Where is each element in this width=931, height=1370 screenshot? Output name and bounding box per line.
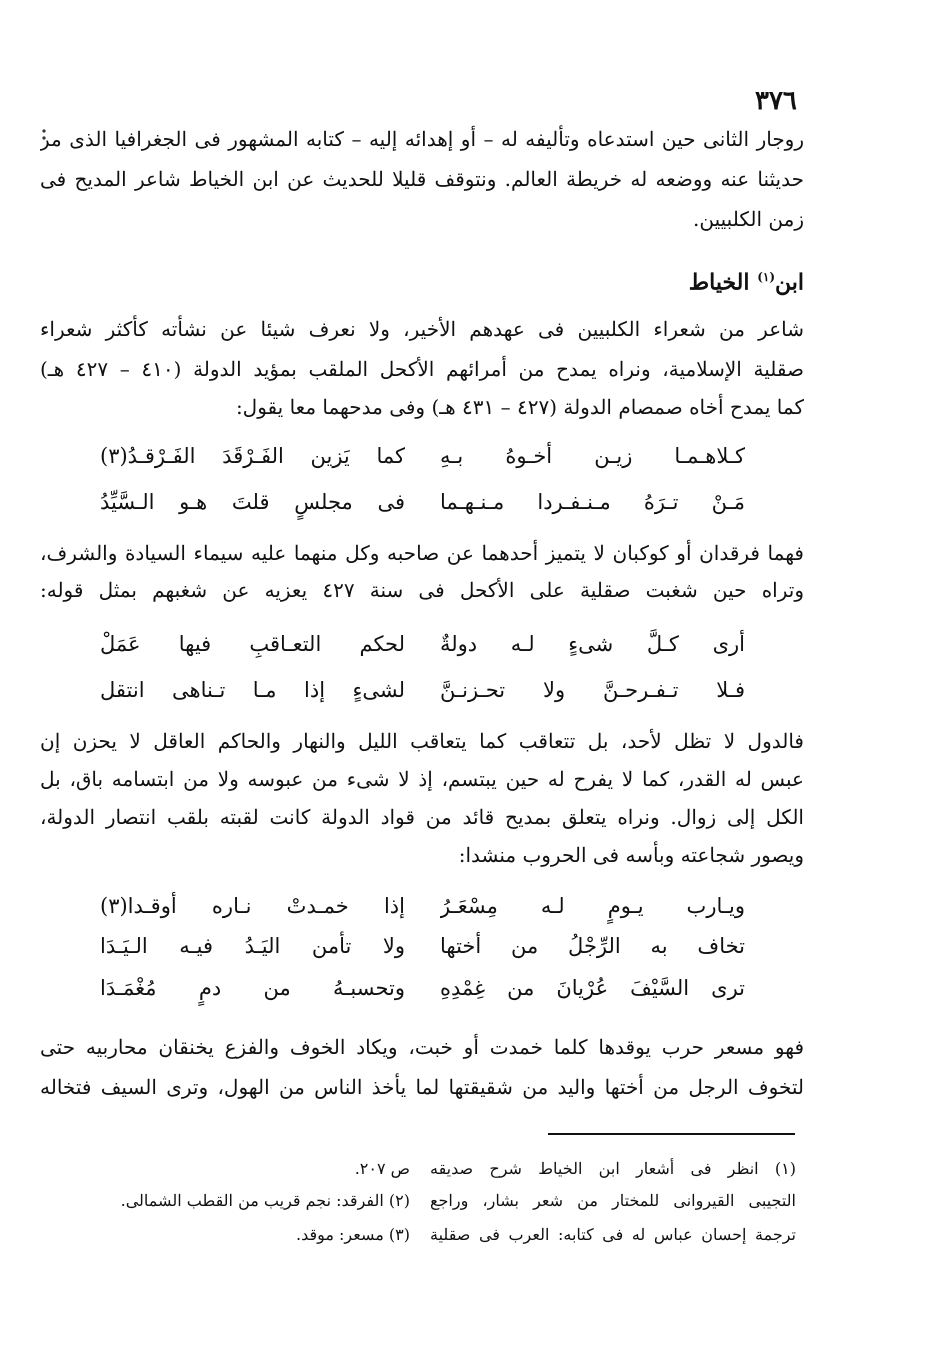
verse-hemistich-second: فى مجلسٍ قلتَ هـو الـسَّيِّدُ — [100, 490, 405, 514]
intro-line: حديثنا عنه ووضعه له خريطة العالم. ونتوقف قليلا للحديث عن ابن الخياط شاعر المديح فى — [40, 167, 804, 191]
verse-hemistich-second: لشىءٍ إذا مـا تـناهى انتقل — [100, 678, 405, 702]
intro-line: روجار الثانى حين استدعاه وتأليفه له – أو إهدائه إليه – كتابه المشهور فى الجغرافيا الذى مر — [40, 127, 804, 151]
verse-hemistich-second: وتحسبـهُ من دمٍ مُغْمَـدَا — [100, 976, 405, 1000]
footnote-1-line: التجيبى القيروانى للمختار من شعر بشار، وراجع — [430, 1191, 796, 1210]
footnote-2: (٢) الفرقد: نجم قريب من القطب الشمالى. — [120, 1191, 410, 1210]
verse — [100, 626, 745, 662]
verse-hemistich-first: ترى السَّيْفَ عُرْيانَ من غِمْدِهِ — [440, 976, 745, 1000]
verse-hemistich-first: ويـارب يـومٍ لـه مِسْعَـرُ — [440, 894, 745, 918]
footnote-1-line: ترجمة إحسان عباس له فى كتابه: العرب فى صقلية — [430, 1225, 796, 1244]
paragraph-line: ويصور شجاعته وبأسه فى الحروب منشدا: — [458, 843, 804, 867]
paragraph-line: صقلية الإسلامية، ونراه يمدح من أمرائهم الأكحل الملقب بمؤيد الدولة (٤١٠ – ٤٢٧ هـ) — [40, 357, 804, 381]
footnote-ref: (١) — [757, 270, 776, 284]
verse-hemistich-second: إذا خمـدتْ نـاره أوقـدا(٣) — [100, 894, 405, 918]
verse-hemistich-second: لحكم التعـاقبِ فيها عَمَلْ — [100, 632, 405, 656]
verse-hemistich-first: أرى كـلَّ شىءٍ لـه دولةٌ — [440, 632, 745, 656]
paragraph-line: الكل إلى زوال. ونراه يتعلق بمديح قائد من قواد الدولة كانت لقبته بلقب انتصار الدولة، — [40, 805, 804, 829]
page-number: ٣٧٦ — [755, 86, 797, 116]
footnote-1-page: ص ٢٠٧. — [354, 1159, 410, 1178]
verse-hemistich-first: مَـنْ تـرَهُ مـنـفـردا مـنـهـما — [440, 490, 745, 514]
paragraph-line: فهو مسعر حرب يوقدها كلما خمدت أو خبت، ويكاد الخوف والفزع يخنقان محاربيه حتى — [40, 1035, 804, 1059]
paragraph-line: لتخوف الرجل من أختها واليد من شقيقتها لما يأخذ الناس من الهول، وترى السيف فتخاله — [40, 1075, 804, 1099]
verse — [100, 928, 745, 964]
footnote-1-line: (١) انظر فى أشعار ابن الخياط شرح صديقه — [430, 1159, 796, 1178]
paragraph-line: شاعر من شعراء الكلبيين فى عهدهم الأخير، ولا نعرف شيئا عن نشأته كأكثر شعراء — [40, 317, 804, 341]
verse-hemistich-second: ولا تأمن اليَـدُ فيـه الـيَـدَا — [100, 934, 405, 958]
paragraph-line: عبس له القدر، كما لا يفرح له حين يبتسم، إذ لا شىء من عبوسه ولا من ابتسامه باق، بل — [40, 767, 804, 791]
verse-hemistich-first: تخاف به الرِّجْلُ من أختها — [440, 934, 745, 958]
verse-hemistich-first: فـلا تـفـرحـنَّ ولا تحـزنـنَّ — [440, 678, 745, 702]
paragraph-line: فهما فرقدان أو كوكبان لا يتميز أحدهما عن صاحبه وكل منهما عليه سيماء السيادة والشرف، — [40, 541, 804, 565]
verse — [100, 970, 745, 1006]
section-heading — [604, 260, 804, 294]
verse — [100, 438, 745, 474]
verse — [100, 888, 745, 924]
footnote-3: (٣) مسعر: موقد. — [295, 1225, 410, 1244]
paragraph-line: كما يمدح أخاه صمصام الدولة (٤٢٧ – ٤٣١ هـ) وفى مدحهما معا يقول: — [235, 395, 804, 419]
heading-text: الخياط — [688, 269, 750, 296]
paragraph-line: فالدول لا تظل لأحد، بل تتعاقب كما يتعاقب الليل والنهار والحاكم العاقل لا يحزن إن — [40, 729, 804, 753]
footnote-divider — [548, 1133, 795, 1135]
paragraph-line: وتراه حين شغبت صقلية على الأكحل فى سنة ٤٢٧ يعزيه عن شغبهم بمثل قوله: — [40, 578, 804, 602]
verse — [100, 672, 745, 708]
verse-hemistich-first: كـلاهـمـا زيـن أخـوهُ بـهِ — [440, 444, 745, 468]
heading-text: ابن — [775, 269, 804, 296]
intro-line: زمن الكلبيين. — [693, 207, 804, 231]
verse-hemistich-second: كما يَزين الفَـرْقَدَ الفَـرْقـدُ(٣) — [100, 444, 405, 468]
verse — [100, 484, 745, 520]
